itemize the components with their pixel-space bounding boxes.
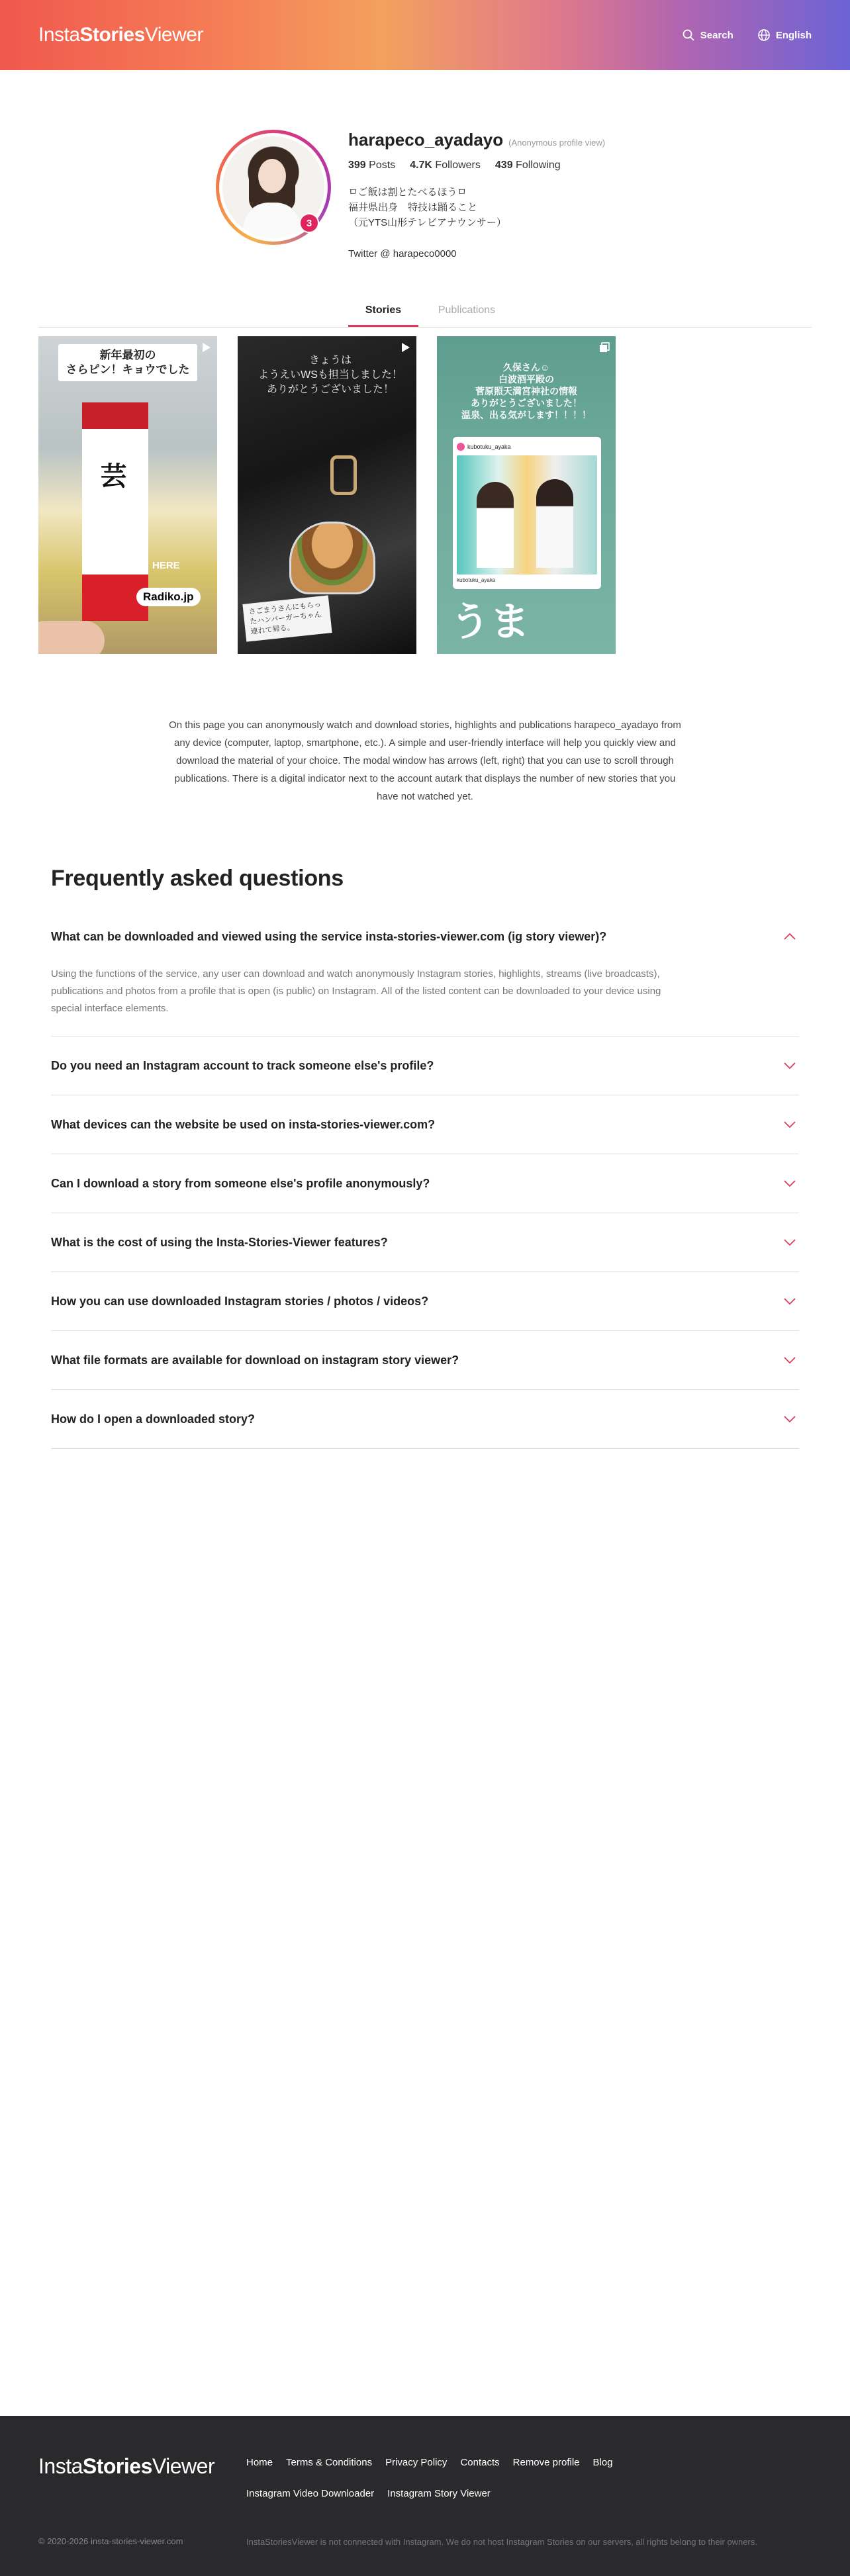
post-username: kubotuku_ayaka (467, 443, 511, 450)
story-caption: 久保さん☺ 白波酒平殿の 菅原照天満宮神社の情報 ありがとうございました！ 温泉、出る気がします！！！！ (461, 362, 591, 420)
faq-question[interactable]: What is the cost of using the Insta-Stories-Viewer features? (51, 1213, 799, 1271)
profile-stats (348, 160, 653, 171)
language-button[interactable] (757, 28, 812, 42)
footer-link-home[interactable]: Home (246, 2457, 273, 2468)
language-label: English (775, 29, 812, 41)
footer-link-terms[interactable]: Terms & Conditions (286, 2457, 373, 2468)
story-radiko-label: Radiko.jp (136, 588, 201, 606)
story-title-card: 新年最初の さらピン！キョウでした (58, 344, 197, 381)
logo-bold: Stories (79, 24, 145, 46)
faq-item (51, 1036, 799, 1095)
story-note: さごまうさんにもらったハンバーガーちゃん連れて帰る。 (242, 595, 332, 641)
footer-link-video-downloader[interactable]: Instagram Video Downloader (246, 2488, 375, 2499)
followers-stat: 4.7K Followers (410, 160, 481, 171)
profile-bio (348, 185, 653, 230)
bio-line: ㅁご飯は割とたべるほうㅁ (348, 187, 467, 198)
chevron-down-icon (783, 1179, 796, 1187)
story-embedded-post (453, 437, 601, 589)
faq-question[interactable]: Do you need an Instagram account to track someone else's profile? (51, 1036, 799, 1095)
footer-link-contacts[interactable]: Contacts (460, 2457, 500, 2468)
faq-item (51, 1213, 799, 1272)
faq-question[interactable]: How do I open a downloaded story? (51, 1390, 799, 1448)
chevron-down-icon (783, 1238, 796, 1246)
tab-publications[interactable]: Publications (438, 304, 496, 316)
post-avatar (457, 443, 465, 451)
story-burger-shape (289, 522, 375, 594)
story-card[interactable] (238, 336, 416, 654)
story-keyring-shape (330, 455, 357, 495)
footer-links (246, 2457, 710, 2499)
chevron-down-icon (783, 1356, 796, 1364)
faq-item (51, 1390, 799, 1449)
faq-item (51, 1272, 799, 1331)
search-label: Search (700, 29, 733, 41)
faq-title: Frequently asked questions (51, 866, 344, 891)
faq-question[interactable]: What file formats are available for download on instagram story viewer? (51, 1331, 799, 1389)
bio-line: 福井県出身 特技は踊ること (348, 202, 478, 213)
faq-item (51, 1331, 799, 1390)
logo-prefix: Insta (38, 24, 80, 46)
story-hand-shape (38, 621, 105, 654)
story-card[interactable] (38, 336, 217, 654)
profile-section (216, 130, 653, 289)
chevron-down-icon (783, 1121, 796, 1128)
footer-link-privacy[interactable]: Privacy Policy (385, 2457, 448, 2468)
faq-answer: Using the functions of the service, any user can download and watch anonymously Instagram stories, highlights, streams (live broadcasts), publications and photos from a profile that is open (is public) on Instagram. All of the listed content can be downloaded to your device using special interface elements. (51, 968, 661, 1014)
chevron-down-icon (783, 1062, 796, 1070)
footer-link-blog[interactable]: Blog (592, 2457, 613, 2468)
following-stat: 439 Following (495, 160, 561, 171)
stories-grid (38, 336, 616, 654)
search-button[interactable] (682, 28, 733, 42)
site-logo[interactable] (38, 24, 203, 46)
chevron-down-icon (783, 1297, 796, 1305)
faq-question[interactable]: What can be downloaded and viewed using the service insta-stories-viewer.com (ig story viewer)? (51, 923, 799, 952)
bio-line: （元YTS山形テレビアナウンサー） (348, 217, 506, 228)
story-kanji: 芸 (97, 462, 126, 488)
twitter-handle: Twitter @ harapeco0000 (348, 248, 457, 259)
footer-disclaimer: InstaStoriesViewer is not connected with Instagram. We do not host Instagram Stories on our servers, all rights belong to their owners. (246, 2537, 757, 2547)
posts-stat: 399 Posts (348, 160, 396, 171)
faq-question[interactable]: Can I download a story from someone else's profile anonymously? (51, 1154, 799, 1213)
story-big-text: うま (450, 600, 530, 644)
faq-item (51, 1154, 799, 1213)
video-play-icon (200, 342, 212, 353)
footer-link-story-viewer[interactable]: Instagram Story Viewer (387, 2488, 491, 2499)
chevron-down-icon (783, 1415, 796, 1423)
anonymous-view-label: (Anonymous profile view) (508, 138, 606, 148)
faq-item (51, 1095, 799, 1154)
globe-icon (757, 28, 771, 42)
story-card[interactable] (437, 336, 616, 654)
profile-username: harapeco_ayadayo (348, 130, 504, 150)
profile-tabs (38, 297, 812, 328)
search-icon (682, 28, 695, 42)
footer-logo[interactable]: InstaStoriesViewer (38, 2454, 215, 2478)
chevron-up-icon (783, 933, 796, 941)
story-here-text: HERE (152, 560, 180, 571)
site-footer (0, 2416, 850, 2576)
footer-copyright: © 2020-2026 insta-stories-viewer.com (38, 2536, 183, 2546)
faq-list (51, 923, 799, 1449)
story-caption: きょうは ようえいWSも担当しました！ ありがとうございました！ (258, 355, 402, 395)
profile-info (348, 130, 653, 259)
tab-stories[interactable]: Stories (348, 297, 418, 327)
post-footer: kubotuku_ayaka (457, 577, 496, 583)
carousel-icon (598, 342, 610, 353)
site-header (0, 0, 850, 70)
header-nav (682, 28, 812, 42)
faq-question[interactable]: What devices can the website be used on insta-stories-viewer.com? (51, 1095, 799, 1154)
faq-item (51, 923, 799, 1036)
footer-link-remove-profile[interactable]: Remove profile (512, 2457, 580, 2468)
page-description: On this page you can anonymously watch and download stories, highlights and publications harapeco_ayadayo from any device (computer, laptop, smartphone, etc.). A simple and user-friendly interface will help you quickly view and download the material of your choice. The modal window has arrows (left, right) that you can use to scroll through publications. There is a digital indicator next to the account autark that displays the number of new stories that you have not watched yet. (169, 719, 681, 802)
video-play-icon (399, 342, 411, 353)
story-photo-paper (82, 402, 148, 621)
logo-suffix: Viewer (144, 24, 203, 46)
faq-section (51, 866, 799, 1449)
faq-question[interactable]: How you can use downloaded Instagram stories / photos / videos? (51, 1272, 799, 1330)
new-stories-badge: 3 (299, 213, 319, 233)
